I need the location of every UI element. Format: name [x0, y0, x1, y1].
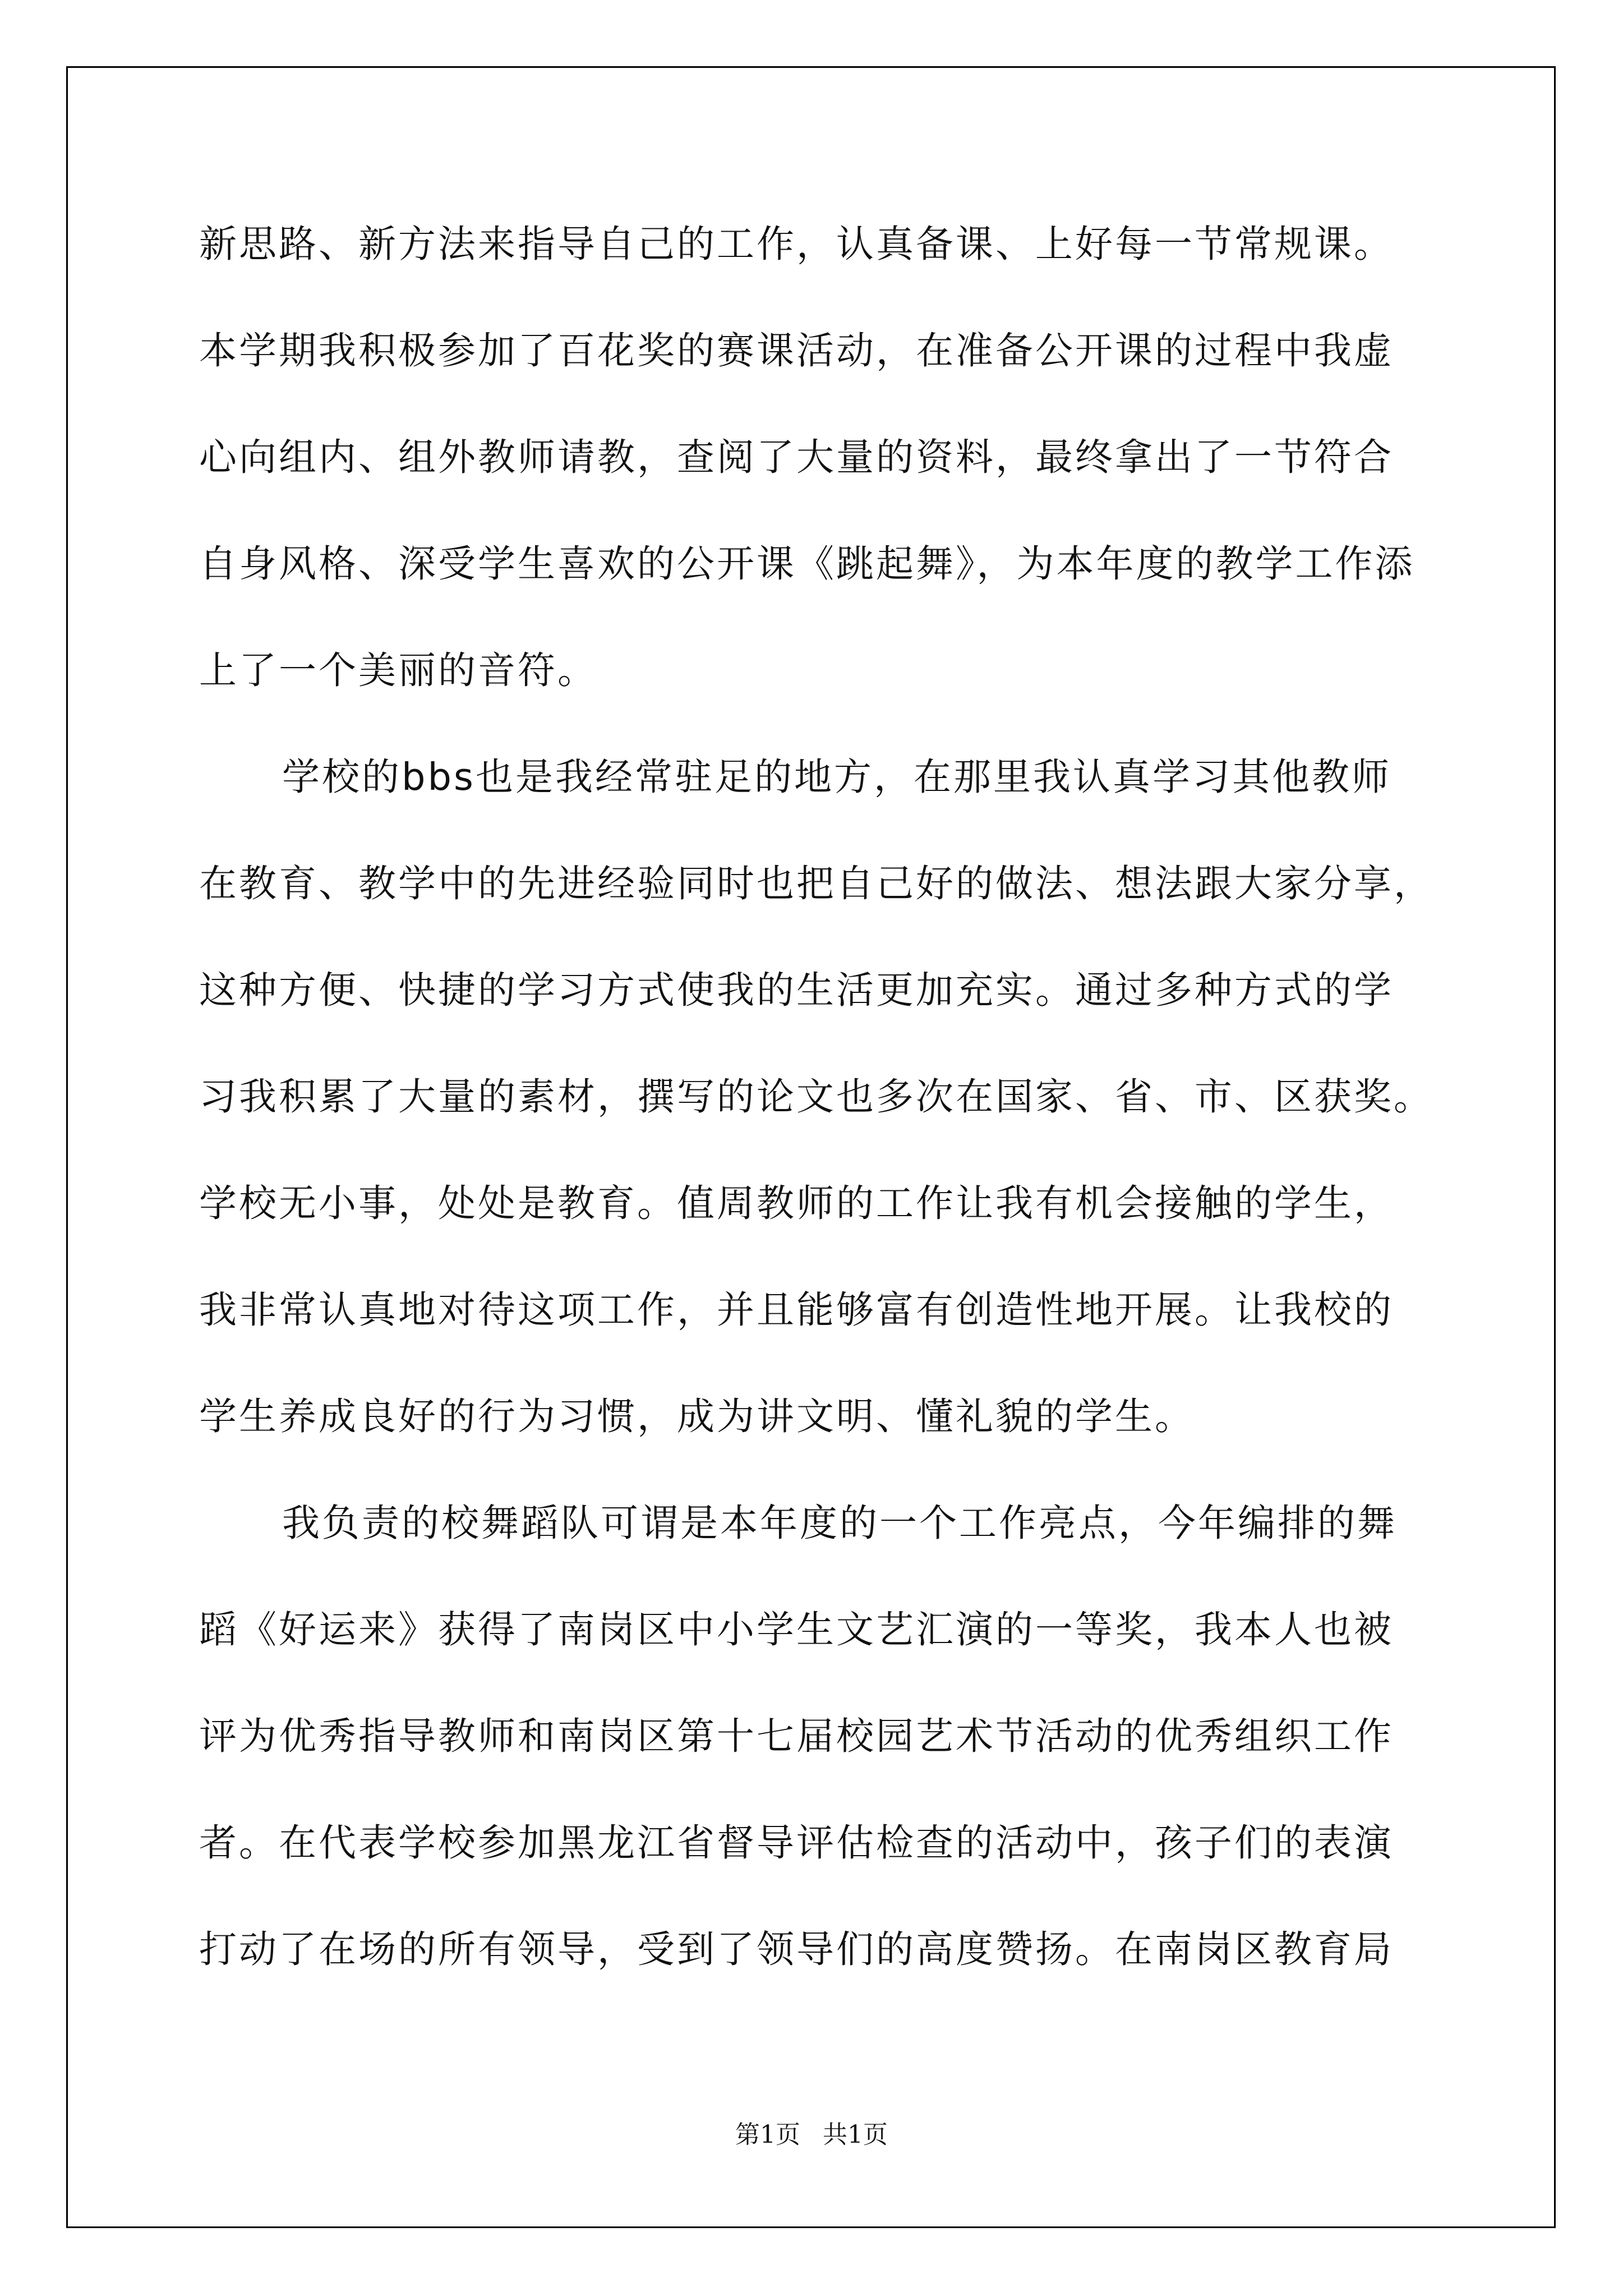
- text-line: 打动了在场的所有领导，受到了领导们的高度赞扬。在南岗区教育局: [199, 1927, 1394, 1971]
- text-line: 者。在代表学校参加黑龙江省督导评估检查的活动中，孩子们的表演: [199, 1821, 1394, 1865]
- text-line: 这种方便、快捷的学习方式使我的生活更加充实。通过多种方式的学: [199, 968, 1394, 1012]
- text-line: 本学期我积极参加了百花奖的赛课活动，在准备公开课的过程中我虚: [199, 329, 1394, 372]
- page-footer: [0, 2118, 1623, 2152]
- text-line: 新思路、新方法来指导自己的工作，认真备课、上好每一节常规课。: [199, 222, 1394, 266]
- text-line: 蹈《好运来》获得了南岗区中小学生文艺汇演的一等奖，我本人也被: [199, 1608, 1394, 1651]
- text-line: 心向组内、组外教师请教，查阅了大量的资料，最终拿出了一节符合: [199, 435, 1394, 479]
- text-line-indented: 学校的bbs也是我经常驻足的地方，在那里我认真学习其他教师: [282, 755, 1391, 799]
- text-line: 自身风格、深受学生喜欢的公开课《跳起舞》，为本年度的教学工作添: [199, 542, 1415, 586]
- text-line: 学生养成良好的行为习惯，成为讲文明、懂礼貌的学生。: [199, 1395, 1195, 1438]
- page-number: 第1页: [735, 2120, 800, 2149]
- text-line-indented: 我负责的校舞蹈队可谓是本年度的一个工作亮点，今年编排的舞: [282, 1501, 1397, 1545]
- text-line: 习我积累了大量的素材，撰写的论文也多次在国家、省、市、区获奖。: [199, 1075, 1433, 1119]
- text-line: 我非常认真地对待这项工作，并且能够富有创造性地开展。让我校的: [199, 1288, 1394, 1332]
- text-line: 上了一个美丽的音符。: [199, 648, 597, 692]
- page-total: 共1页: [823, 2120, 888, 2149]
- text-line: 学校无小事，处处是教育。值周教师的工作让我有机会接触的学生，: [199, 1181, 1394, 1225]
- text-line: 在教育、教学中的先进经验同时也把自己好的做法、想法跟大家分享，: [199, 862, 1433, 905]
- page-border: [66, 66, 1556, 2228]
- text-line: 评为优秀指导教师和南岗区第十七届校园艺术节活动的优秀组织工作: [199, 1714, 1394, 1758]
